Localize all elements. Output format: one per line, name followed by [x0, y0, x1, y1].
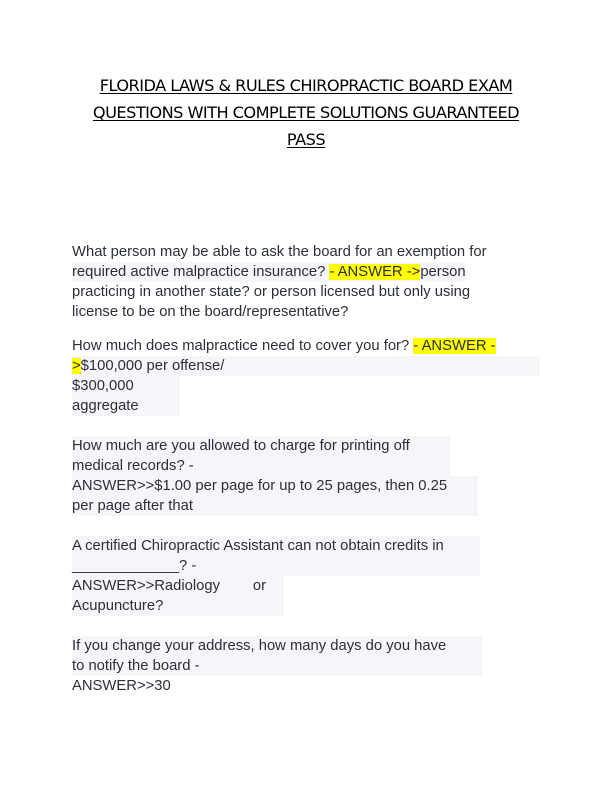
answer-text: license to be on the board/representative? [72, 304, 349, 320]
title-line: PASS [286, 130, 326, 149]
question-text: If you change your address, how many days do you have [72, 636, 482, 656]
answer-marker: - ANSWER - [413, 338, 496, 354]
question-text: required active malpractice insurance? [72, 264, 326, 280]
question-text: How much does malpractice need to cover you for? [72, 338, 410, 354]
question-text: medical records? - [72, 456, 450, 476]
answer-text: practicing in another state? or person licensed but only using [72, 284, 471, 300]
answer-text: $300,000 [72, 376, 180, 396]
answer-text: person [420, 264, 466, 280]
answer-text: per page after that [72, 496, 478, 516]
answer-text: ANSWER>>$1.00 per page for up to 25 pages, then 0.25 [72, 476, 478, 496]
answer-text: ANSWER>>30 [72, 678, 171, 694]
title-line: QUESTIONS WITH COMPLETE SOLUTIONS GUARANTEED [92, 103, 520, 122]
qa-item-1 [72, 242, 552, 322]
qa-item-3 [72, 436, 552, 516]
answer-text: ANSWER>>Radiology or [72, 576, 284, 596]
answer-text: aggregate [72, 396, 180, 416]
answer-text: Acupuncture? [72, 596, 284, 616]
qa-item-4 [72, 536, 552, 616]
qa-item-2 [72, 336, 552, 416]
question-text: to notify the board - [72, 656, 482, 676]
document-title [60, 72, 552, 153]
qa-item-5 [72, 636, 552, 696]
answer-marker: > [72, 358, 81, 374]
question-text: How much are you allowed to charge for printing off [72, 436, 450, 456]
answer-marker: - ANSWER -> [329, 264, 421, 280]
answer-text: $100,000 per offense/ [80, 358, 225, 374]
title-line: FLORIDA LAWS & RULES CHIROPRACTIC BOARD EXAM [99, 76, 513, 95]
question-text: What person may be able to ask the board for an exemption for [72, 244, 487, 260]
question-text: A certified Chiropractic Assistant can not obtain credits in [72, 536, 480, 556]
question-text: _____________? - [72, 556, 480, 576]
